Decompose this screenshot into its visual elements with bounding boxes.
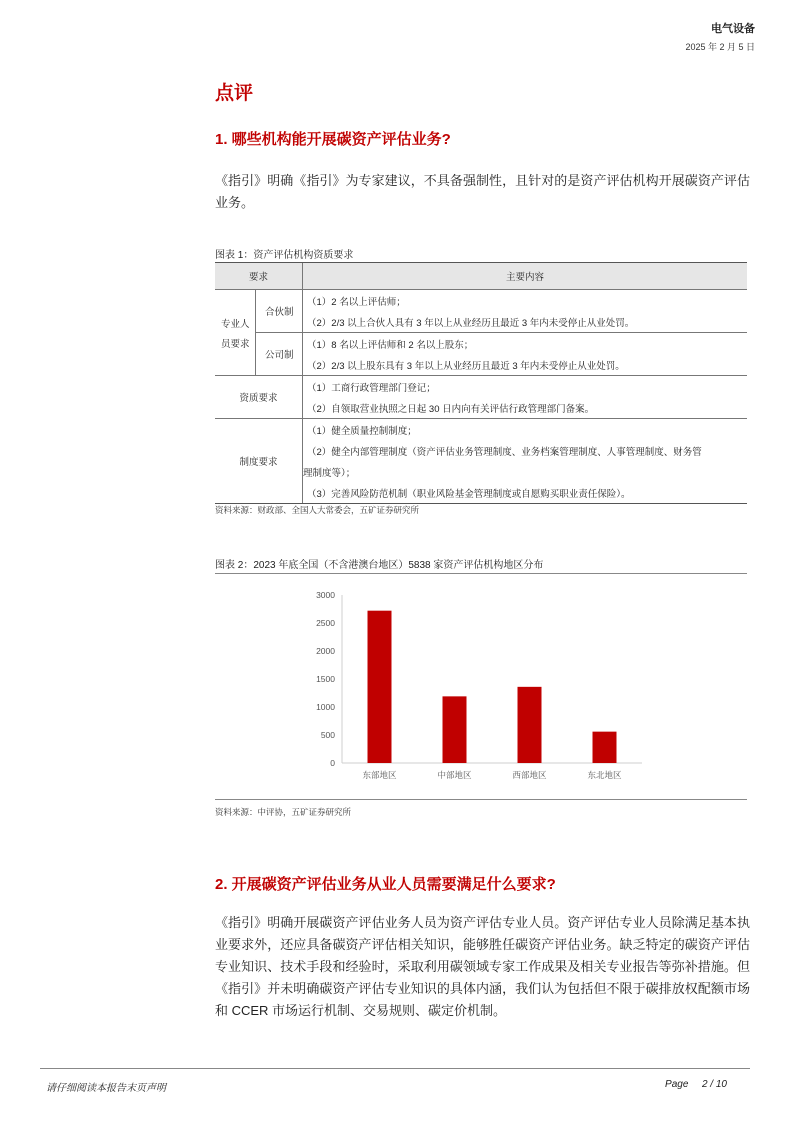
- table-cell: （2）2/3 以上合伙人具有 3 年以上从业经历且最近 3 年内未受停止从业处罚。: [303, 311, 748, 333]
- question-2-paragraph: 《指引》明确开展碳资产评估业务人员为资产评估专业人员。资产评估专业人员除满足基本执业要求外，还应具备碳资产评估相关知识，能够胜任碳资产评估业务。缺乏特定的碳资产评估专业知识、技术手段和经验时，采取利用碳领域专家工作成果及相关专业报告等弥补措施。但《指引》并未明确碳资产评估专业知识的具体内涵，我们认为包括但不限于碳排放权配额市场和 CCER 市场运行机制、交易规则、碳定价机制。: [215, 915, 750, 1018]
- personnel-requirement-label: 专业人 员要求: [215, 290, 256, 376]
- table-cell: （2）自领取营业执照之日起 30 日内向有关评估行政管理部门备案。: [303, 397, 748, 419]
- x-tick-label: 东部地区: [362, 770, 397, 780]
- table-cell: （3）完善风险防范机制（职业风险基金管理制度或自愿购买职业责任保险）。: [303, 482, 748, 504]
- bar: [518, 687, 542, 763]
- company-label: 公司制: [256, 333, 303, 376]
- qualification-label: 资质要求: [215, 376, 303, 419]
- table-cell: （2）健全内部管理制度（资产评估业务管理制度、业务档案管理制度、人事管理制度、财务管: [303, 440, 748, 461]
- bar: [443, 696, 467, 763]
- table-cell: （1）8 名以上评估师和 2 名以上股东；: [303, 333, 748, 355]
- chart-2-source: 资料来源：中评协，五矿证券研究所: [215, 807, 352, 817]
- page-number: 2 / 10: [701, 1079, 727, 1090]
- y-tick-label: 500: [320, 730, 335, 740]
- table-1-source: 资料来源：财政部、全国人大常委会，五矿证券研究所: [215, 505, 420, 515]
- table-cell: （1）工商行政管理部门登记；: [303, 376, 748, 398]
- table-cell: （2）2/3 以上股东具有 3 年以上从业经历且最近 3 年内未受停止从业处罚。: [303, 354, 748, 376]
- y-tick-label: 3000: [316, 590, 335, 600]
- region-distribution-chart: [215, 580, 747, 795]
- system-label: 制度要求: [215, 419, 303, 504]
- footer-disclaimer: 请仔细阅读本报告末页声明: [46, 1083, 166, 1094]
- table-header-requirement: 要求: [215, 263, 303, 290]
- header-category: 电气设备: [711, 23, 755, 35]
- bar: [593, 732, 617, 763]
- chart-2-caption: 图表 2：2023 年底全国（不含港澳台地区）5838 家资产评估机构地区分布: [215, 560, 544, 571]
- question-1-title: 1. 哪些机构能开展碳资产评估业务?: [215, 131, 451, 148]
- chart-bottom-rule: [215, 799, 747, 800]
- y-tick-label: 0: [330, 758, 335, 768]
- y-tick-label: 2500: [316, 618, 335, 628]
- question-1-paragraph: 《指引》明确《指引》为专家建议，不具备强制性，且针对的是资产评估机构开展碳资产评估业务。: [215, 173, 750, 210]
- table-cell: （1）2 名以上评估师；: [303, 290, 748, 312]
- y-tick-label: 2000: [316, 646, 335, 656]
- header-date: 2025 年 2 月 5 日: [685, 42, 755, 52]
- page-label: Page: [665, 1079, 689, 1090]
- chart-top-rule: [215, 573, 747, 574]
- y-tick-label: 1500: [316, 674, 335, 684]
- footer-page: [665, 1079, 727, 1090]
- question-2-title: 2. 开展碳资产评估业务从业人员需要满足什么要求?: [215, 876, 556, 893]
- table-1-caption: 图表 1：资产评估机构资质要求: [215, 250, 354, 261]
- table-cell: 理制度等）；: [303, 461, 748, 482]
- x-tick-label: 中部地区: [437, 770, 472, 780]
- table-header-content: 主要内容: [303, 263, 748, 290]
- bar: [368, 611, 392, 763]
- partnership-label: 合伙制: [256, 290, 303, 333]
- x-tick-label: 西部地区: [512, 770, 547, 780]
- table-cell: （1）健全质量控制制度；: [303, 419, 748, 441]
- qualification-table: [215, 262, 747, 504]
- footer-rule: [40, 1068, 750, 1069]
- x-tick-label: 东北地区: [587, 770, 622, 780]
- section-title: 点评: [215, 83, 254, 104]
- y-tick-label: 1000: [316, 702, 335, 712]
